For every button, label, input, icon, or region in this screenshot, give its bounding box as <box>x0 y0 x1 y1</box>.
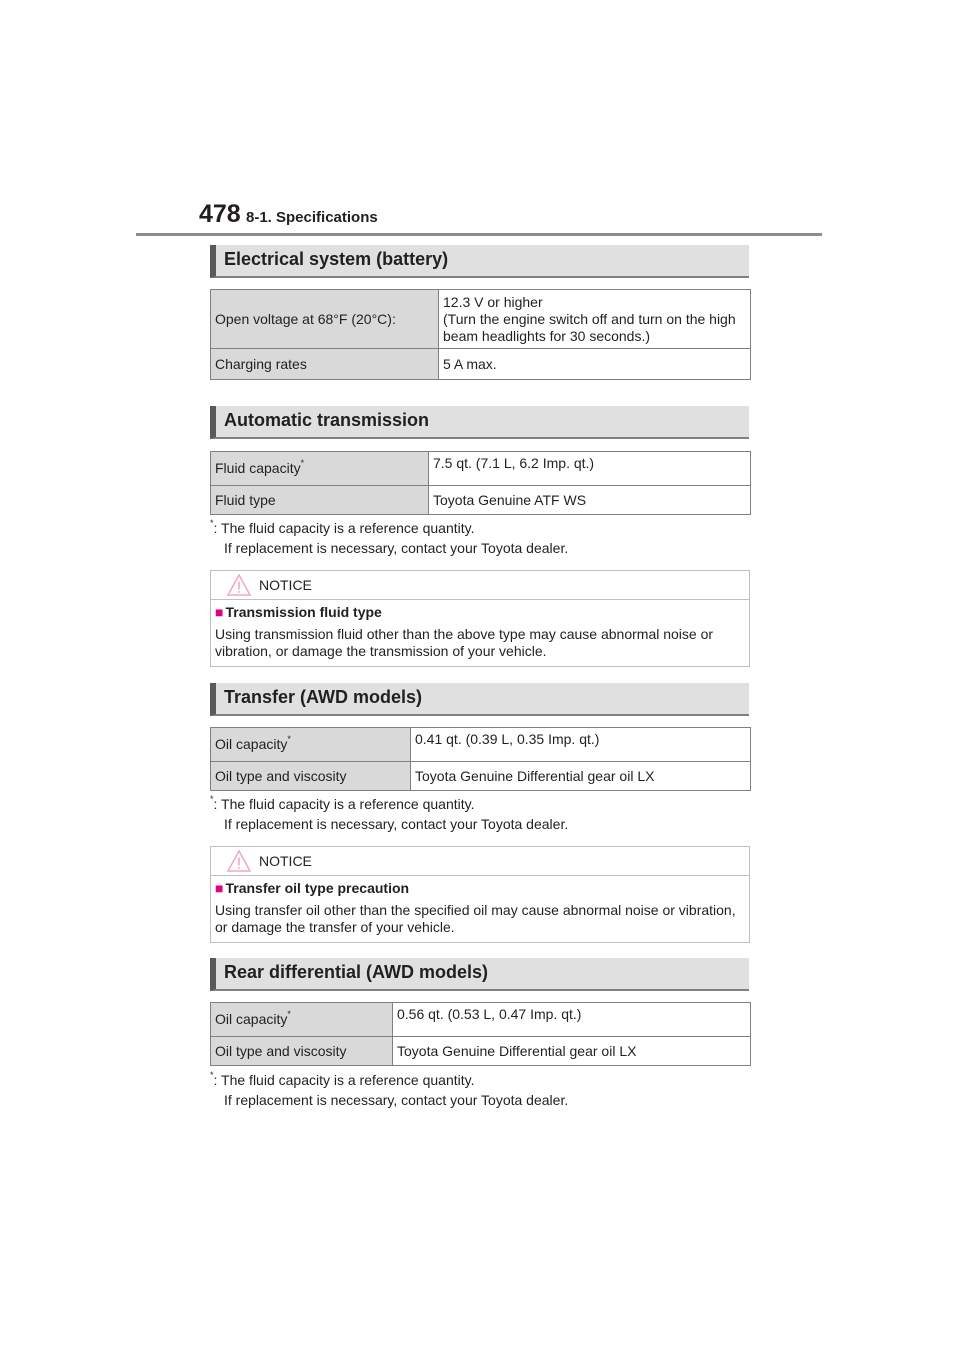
rear-oil-type-value: Toyota Genuine Differential gear oil LX <box>393 1037 751 1066</box>
table-row <box>211 1037 751 1066</box>
open-voltage-value: 12.3 V or higher (Turn the engine switch off and turn on the high beam headlights for 30 seconds.) <box>439 290 751 349</box>
section-title: 8-1. Specifications <box>246 209 378 226</box>
automatic-transmission-table <box>210 451 751 515</box>
charging-rates-value: 5 A max. <box>439 349 751 380</box>
table-row <box>211 728 751 762</box>
fluid-type-value: Toyota Genuine ATF WS <box>429 486 751 515</box>
notice-subtitle: ■ Transfer oil type precaution <box>215 880 410 896</box>
rear-oil-capacity-label: Oil capacity* <box>211 1003 393 1037</box>
transfer-oil-type-value: Toyota Genuine Differential gear oil LX <box>411 762 751 791</box>
fluid-capacity-label: Fluid capacity* <box>211 452 429 486</box>
notice-subtitle: ■ Transmission fluid type <box>215 604 382 620</box>
table-row <box>211 486 751 515</box>
table-row <box>211 762 751 791</box>
notice-header <box>211 847 749 876</box>
transfer-footnote: *: The fluid capacity is a reference quantity. If replacement is necessary, contact your Toyota dealer. <box>210 794 569 832</box>
table-row <box>211 349 751 380</box>
transmission-notice <box>210 570 750 667</box>
square-bullet-icon: ■ <box>215 880 224 896</box>
rear-differential-heading: Rear differential (AWD models) <box>210 958 749 991</box>
rear-oil-type-label: Oil type and viscosity <box>211 1037 393 1066</box>
transfer-oil-type-label: Oil type and viscosity <box>211 762 411 791</box>
header-rule <box>136 233 822 236</box>
notice-label: NOTICE <box>259 853 312 869</box>
automatic-footnote: *: The fluid capacity is a reference quantity. If replacement is necessary, contact your Toyota dealer. <box>210 518 569 556</box>
notice-text: Using transmission fluid other than the above type may cause abnormal noise or vibration, or damage the transmission of your vehicle. <box>215 626 714 659</box>
warning-triangle-icon <box>227 850 251 872</box>
automatic-transmission-heading: Automatic transmission <box>210 406 749 439</box>
fluid-capacity-value: 7.5 qt. (7.1 L, 6.2 Imp. qt.) <box>429 452 751 486</box>
charging-rates-label: Charging rates <box>211 349 439 380</box>
electrical-heading: Electrical system (battery) <box>210 245 749 278</box>
rear-oil-capacity-value: 0.56 qt. (0.53 L, 0.47 Imp. qt.) <box>393 1003 751 1037</box>
notice-label: NOTICE <box>259 577 312 593</box>
notice-header <box>211 571 749 600</box>
rear-differential-footnote: *: The fluid capacity is a reference quantity. If replacement is necessary, contact your Toyota dealer. <box>210 1070 569 1108</box>
table-row <box>211 1003 751 1037</box>
transfer-oil-capacity-label: Oil capacity* <box>211 728 411 762</box>
transfer-heading: Transfer (AWD models) <box>210 683 749 716</box>
fluid-type-label: Fluid type <box>211 486 429 515</box>
square-bullet-icon: ■ <box>215 604 224 620</box>
open-voltage-label: Open voltage at 68°F (20°C): <box>211 290 439 349</box>
table-row <box>211 452 751 486</box>
transfer-notice <box>210 846 750 943</box>
notice-body <box>211 600 749 668</box>
page-number: 478 <box>199 200 241 228</box>
transfer-table <box>210 727 751 791</box>
notice-text: Using transfer oil other than the specified oil may cause abnormal noise or vibration, or damage the transfer of your vehicle. <box>215 902 736 935</box>
notice-body <box>211 876 749 944</box>
warning-triangle-icon <box>227 574 251 596</box>
table-row <box>211 290 751 349</box>
electrical-table <box>210 289 751 380</box>
rear-differential-table <box>210 1002 751 1066</box>
transfer-oil-capacity-value: 0.41 qt. (0.39 L, 0.35 Imp. qt.) <box>411 728 751 762</box>
